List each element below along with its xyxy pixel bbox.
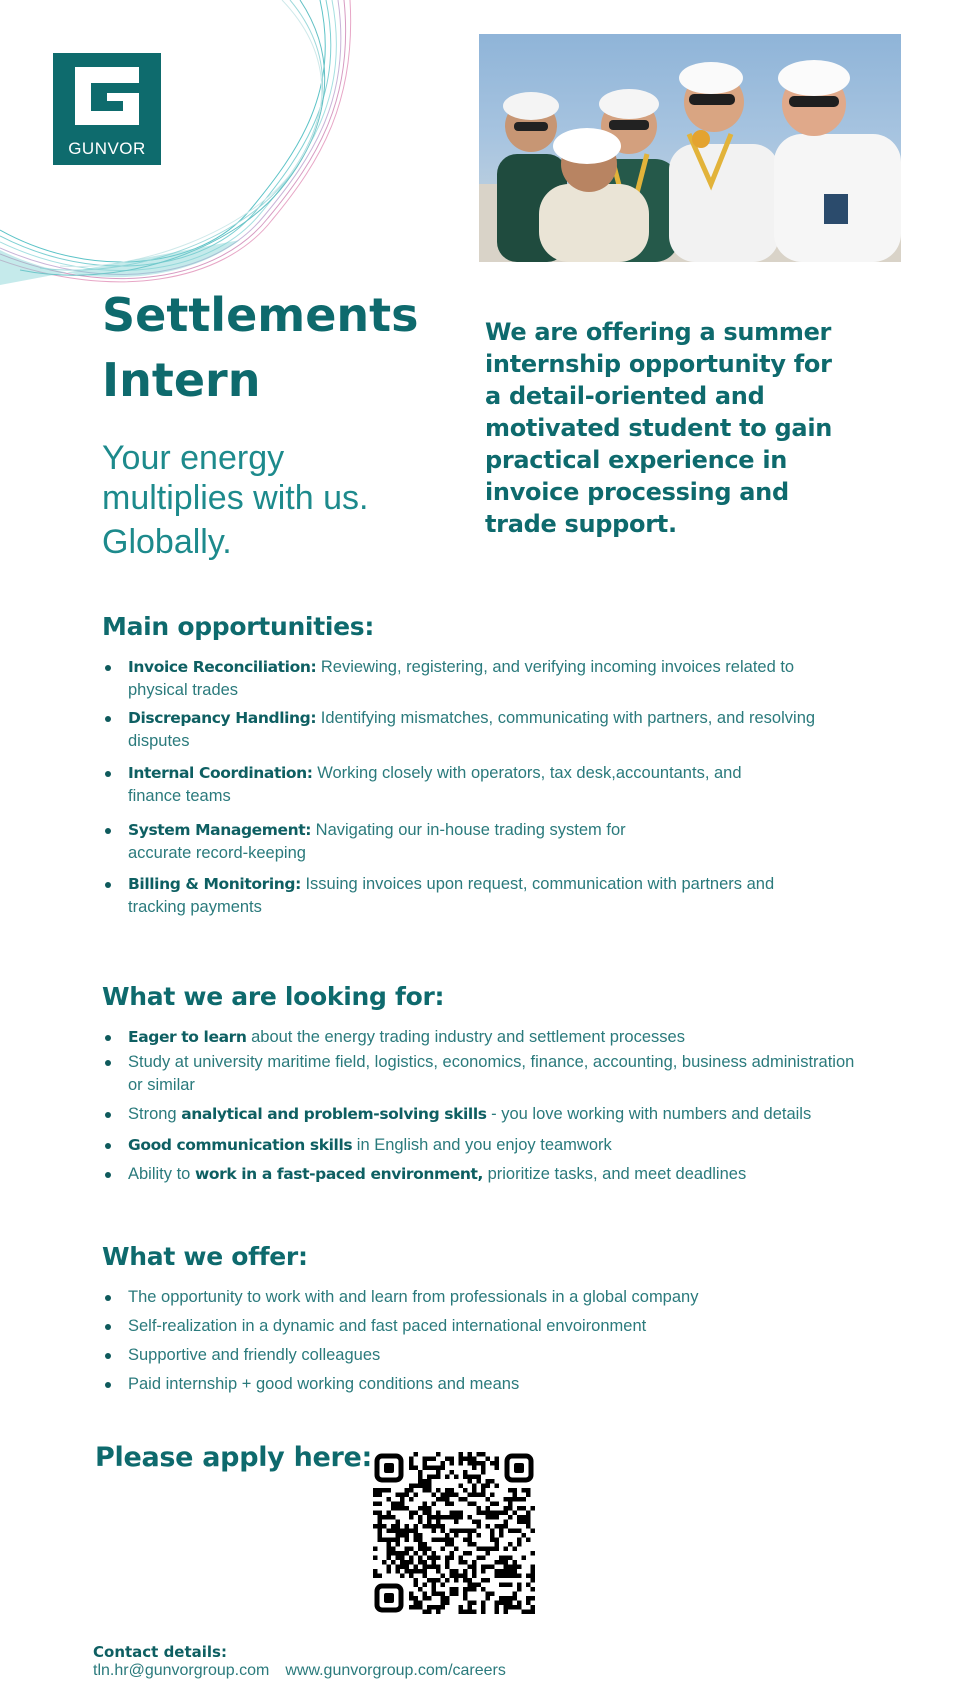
item-bold: Discrepancy Handling: — [128, 709, 317, 727]
intro-text: We are offering a summer internship opportunity for a detail-oriented and motivated student to gain practical experience in invoice processing and trade support. — [485, 318, 833, 538]
contact-website[interactable]: www.gunvorgroup.com/careers — [285, 1662, 506, 1679]
opportunities-list — [102, 656, 842, 919]
item-text: Reviewing, registering, and verifying incoming invoices related to physical trades — [128, 658, 795, 699]
list-item — [102, 819, 842, 865]
contact-email[interactable]: tln.hr@gunvorgroup.com — [93, 1662, 270, 1679]
hero-photo — [479, 34, 901, 262]
item-bold: analytical and problem-solving skills — [181, 1105, 487, 1123]
looking-for-list — [102, 1026, 862, 1186]
item-text: Issuing invoices upon request, communication with partners and tracking payments — [128, 875, 775, 916]
list-item: Ability to work in a fast-paced environment, prioritize tasks, and meet deadlines — [102, 1163, 862, 1186]
list-item: Eager to learn about the energy trading industry and settlement processes — [102, 1026, 862, 1049]
contact-line — [93, 1662, 506, 1680]
list-item: Supportive and friendly colleagues — [102, 1344, 862, 1367]
item-bold: System Management: — [128, 821, 312, 839]
opportunities-heading: Main opportunities: — [102, 612, 375, 641]
item-bold: Good communication skills — [128, 1136, 353, 1154]
contact-label: Contact details: — [93, 1643, 227, 1661]
tagline-line-1: Your energy — [102, 439, 285, 477]
looking-for-heading: What we are looking for: — [102, 982, 445, 1011]
list-item: The opportunity to work with and learn from professionals in a global company — [102, 1286, 862, 1309]
qr-code-icon[interactable] — [373, 1452, 535, 1614]
list-item: Self-realization in a dynamic and fast paced international envoironment — [102, 1315, 862, 1338]
item-bold: Invoice Reconciliation: — [128, 658, 317, 676]
list-item: Study at university maritime field, logistics, economics, finance, accounting, business administration or similar — [102, 1051, 862, 1097]
interns-celebrating-image — [479, 34, 901, 262]
gunvor-logo — [53, 53, 161, 165]
item-text: Navigating our in-house trading system for accurate record-keeping — [128, 821, 626, 862]
title-line-1: Settlements — [102, 288, 419, 342]
item-bold: work in a fast-paced environment, — [194, 1165, 483, 1183]
title-line-2: Intern — [102, 353, 261, 407]
list-item — [102, 656, 842, 702]
list-item — [102, 873, 842, 919]
tagline-line-2: multiplies with us. — [102, 479, 369, 517]
offer-list — [102, 1286, 862, 1396]
logo-wordmark: GUNVOR — [68, 139, 146, 158]
list-item — [102, 707, 842, 753]
list-item: Paid internship + good working conditions and means — [102, 1373, 862, 1396]
apply-heading: Please apply here: — [95, 1442, 373, 1473]
item-text: Working closely with operators, tax desk,accountants, and finance teams — [128, 764, 742, 805]
item-bold: Internal Coordination: — [128, 764, 313, 782]
list-item: Strong analytical and problem-solving skills - you love working with numbers and details — [102, 1103, 862, 1126]
offer-heading: What we offer: — [102, 1242, 308, 1271]
item-bold: Eager to learn — [128, 1028, 247, 1046]
item-bold: Billing & Monitoring: — [128, 875, 301, 893]
tagline — [102, 440, 432, 564]
tagline-line-3: Globally. — [102, 523, 232, 561]
list-item: Good communication skills in English and you enjoy teamwork — [102, 1134, 862, 1157]
list-item — [102, 762, 842, 808]
gunvor-g-mark-icon — [53, 53, 161, 139]
page-title — [102, 283, 442, 413]
item-text: Identifying mismatches, communicating with partners, and resolving disputes — [128, 709, 816, 750]
